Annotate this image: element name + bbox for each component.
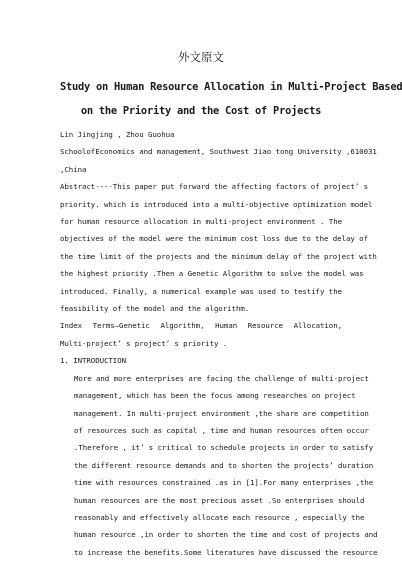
abstract-line: priority. which is introduced into a multi-objective optimization model	[60, 199, 373, 209]
intro-line: human resources are the most precious asset .So enterprises should	[74, 495, 365, 505]
index-terms-line: Multi-project’ s project’ s priority .	[60, 338, 228, 348]
intro-line: human resource ,in order to shorten the time and cost of projects and	[74, 530, 378, 540]
abstract-line: for human resource allocation in multi-project environment . The	[60, 217, 342, 227]
intro-line: .Therefore , it’ s critical to schedule projects in order to satisfy	[74, 443, 374, 453]
paper-title-line: Study on Human Resource Allocation in Multi-Project Based	[60, 81, 402, 93]
abstract-line: the highest priority .Then a Genetic Algorithm to solve the model was	[60, 269, 364, 279]
paper-title	[60, 75, 402, 123]
affiliation-line: SchoolofEconomics and management, Southwest Jiao tong University ,610031	[60, 147, 377, 157]
intro-line: time with resources constrained .as in [1].For many enterprises ,the	[74, 478, 374, 488]
introduction-body	[60, 370, 378, 561]
authors: Lin Jingjing , Zhou Guohua	[60, 130, 175, 139]
intro-line: to increase the benefits.Some literatures have discussed the resource	[74, 547, 378, 557]
section-heading	[60, 352, 342, 369]
paper-title-line: on the Priority and the Cost of Projects	[80, 105, 322, 117]
affiliation-line: ,China	[60, 164, 87, 174]
author-block	[60, 126, 377, 178]
intro-line: More and more enterprises are facing the challenge of multi-project	[74, 373, 369, 383]
abstract-line: introduced. Finally, a numerical example was used to testify the	[60, 286, 342, 296]
abstract-line: objectives of the model were the minimum cost loss due to the delay of	[60, 234, 368, 244]
section-heading-text: 1. INTRODUCTION	[60, 356, 126, 366]
index-terms-line: Index Terms—Genetic Algorithm, Human Resource Allocation,	[60, 321, 342, 331]
intro-line: reasonably and effectively allocate each resource , especially the	[74, 512, 365, 522]
index-terms	[60, 317, 342, 352]
intro-line: of resources such as capital , time and human resources often occur	[74, 425, 369, 435]
intro-line: management. In multi-project environment ,the share are competition	[74, 408, 369, 418]
abstract	[60, 178, 377, 317]
page-header-title: 外文原文	[178, 50, 224, 64]
abstract-line: Abstract----This paper put forward the affecting factors of project’ s	[60, 182, 368, 192]
intro-line: management, which has been the focus among researches on project	[74, 391, 356, 401]
abstract-line: feasibility of the model and the algorithm.	[60, 304, 250, 314]
intro-line: the different resource demands and to shorten the projects’ duration	[74, 460, 374, 470]
abstract-line: the time limit of the projects and the minimum delay of the project with	[60, 251, 377, 261]
